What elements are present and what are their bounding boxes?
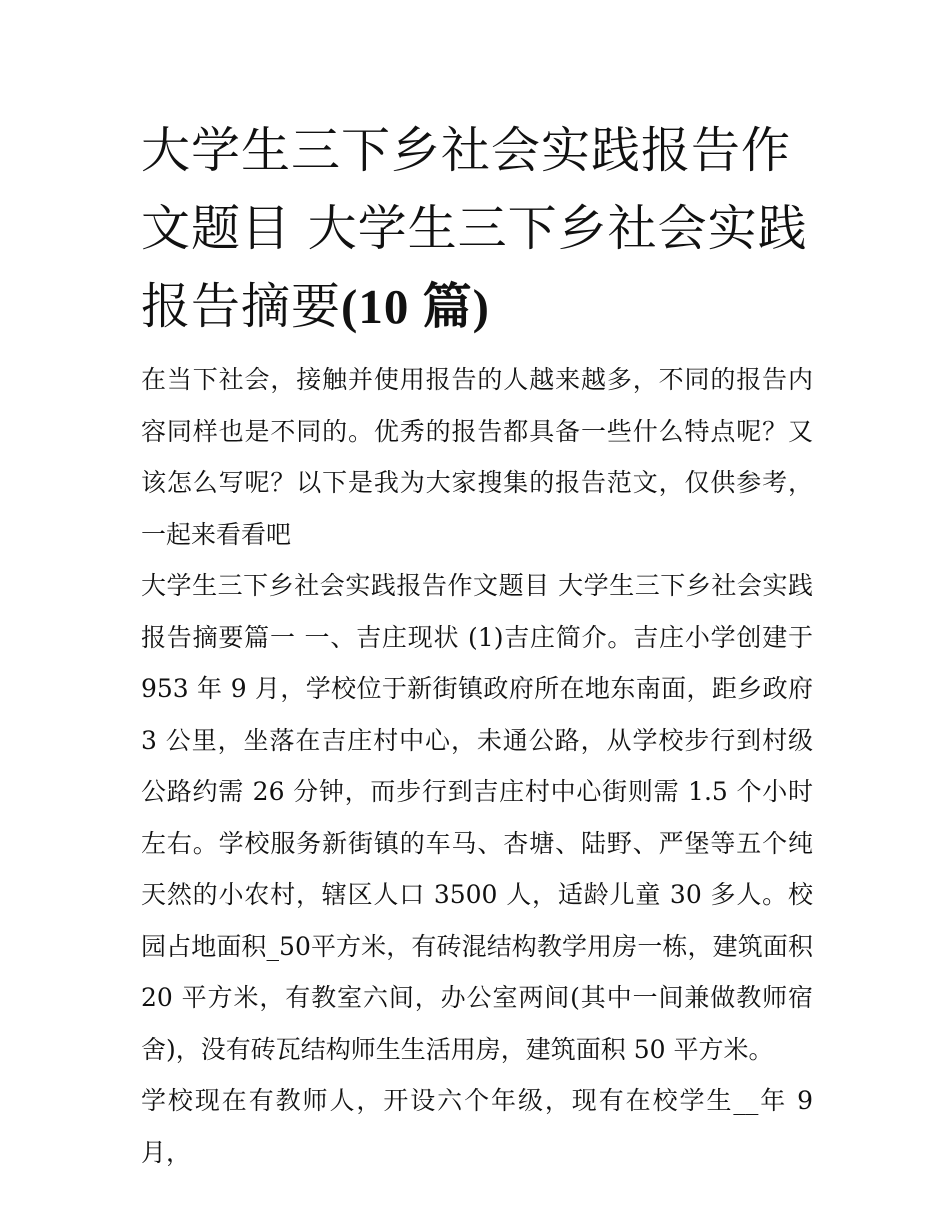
title-main: 大学生三下乡社会实践报告作文题目 大学生三下乡社会实践报告摘要 — [141, 122, 808, 335]
document-page — [141, 112, 813, 1178]
body-paragraph-1: 大学生三下乡社会实践报告作文题目 大学生三下乡社会实践报告摘要篇一 一、吉庄现状 (1)吉庄简介。吉庄小学创建于953 年 9 月，学校位于新街镇政府所在地东南面，距乡政府 3 公里，坐落在吉庄村中心，未通公路，从学校步行到村级公路约需 26 分钟，而步行到吉庄村中心街则需 1.5 个小时左右。学校服务新街镇的车马、杏塘、陆野、严堡等五个纯天然的小农村，辖区人口 3500 人，适龄儿童 30 多人。校园占地面积_50平方米，有砖混结构教学用房一栋，建筑面积 20 平方米，有教室六间，办公室两间(其中一间兼做教师宿舍)，没有砖瓦结构师生生活用房，建筑面积 50 平方米。 — [141, 571, 813, 1064]
body-paragraph-2: 学校现在有教师人，开设六个年级，现有在校学生__年 9 月， — [141, 1086, 813, 1167]
document-title — [141, 112, 813, 346]
intro-paragraph: 在当下社会，接触并使用报告的人越来越多，不同的报告内容同样也是不同的。优秀的报告都具备一些什么特点呢？又该怎么写呢？以下是我为大家搜集的报告范文，仅供参考，一起来看看吧 — [141, 365, 813, 549]
title-suffix: (10 篇) — [341, 279, 490, 334]
